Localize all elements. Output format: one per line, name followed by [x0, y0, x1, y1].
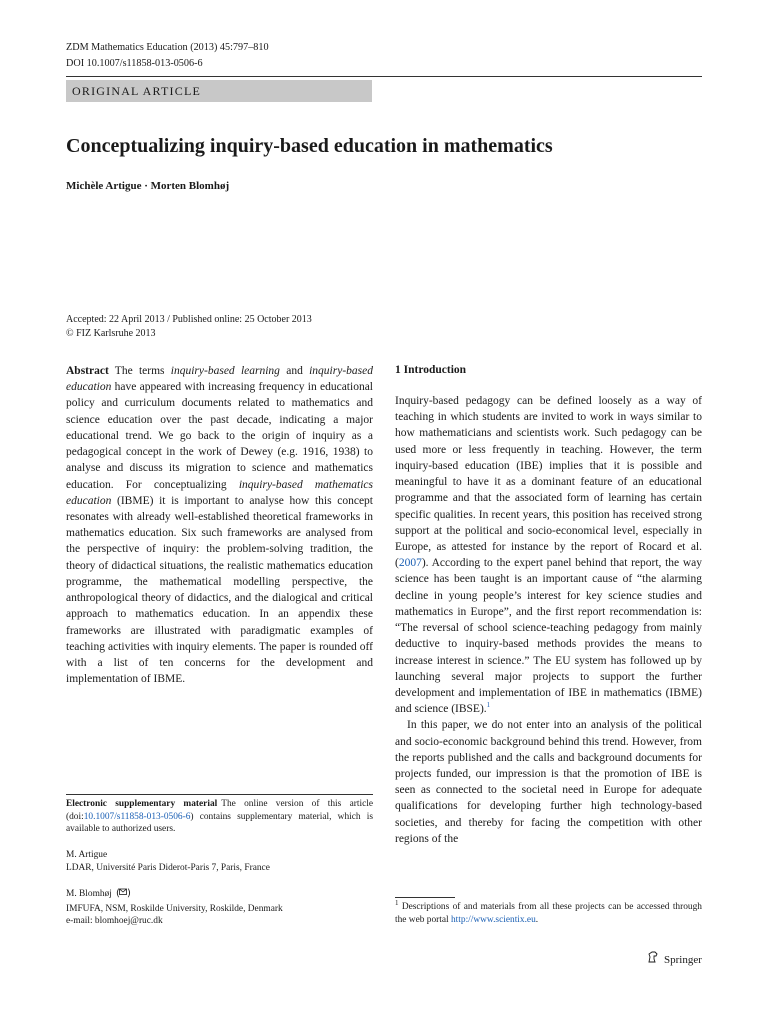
- supplementary-label: Electronic supplementary material: [66, 799, 218, 809]
- intro-p1-text-a: Inquiry-based pedagogy can be defined loosely as a way of teaching in which students are invited to work in ways similar to how mathematicians and scientists work. Such pedagogy can be used more or less frequently in teaching. However, the term inquiry-based education (IBE) implies that it is possible and meaningful to have it as a dominant feature of an educational programme and that the associated form of learning has certain specific qualities. In recent years, this position has received strong support at the political and socio-economical level, especially in Europe, as attested for instance by the report of Rocard et al. (: [395, 395, 702, 570]
- supplementary-rule: [66, 794, 373, 795]
- journal-doi: DOI 10.1007/s11858-013-0506-6: [66, 58, 203, 69]
- affiliation-artigue-name: M. Artigue: [66, 850, 108, 860]
- publisher-logo: [646, 950, 702, 970]
- abstract-text-4: (IBME) it is important to analyse how this concept resonates with already well-established theoretical frameworks in mathematics education. Six such frameworks are analysed from the perspective of inquiry: the problem-solving tradition, the theory of didactical situations, the realistic mathematics education programme, the mathematical modelling perspective, the anthropological theory of didactics, and the dialogical and critical approach to mathematics education. In an appendix these frameworks are illustrated with paradigmatic examples of teaching activities with inquiry elements. The paper is rounded off with a list of ten concerns for the development and implementation of IBME.: [66, 494, 373, 686]
- affiliation-blomhoj: [66, 887, 283, 928]
- article-title: Conceptualizing inquiry-based education in mathematics: [66, 135, 553, 157]
- abstract-term-ibl: inquiry-based learning: [170, 365, 280, 377]
- footnote-number: 1: [395, 898, 399, 907]
- abstract-text-3: have appeared with increasing frequency in educational policy and curriculum documents related to mathematics and science education over the past decade, indicating a major educational trend. We go back to the origin of inquiry as a pedagogical concept in the work of Dewey (e.g. 1916, 1938) to analyse and discuss its migration to science and mathematics education. For conceptualizing: [66, 381, 373, 491]
- abstract-term-ibme: inquiry-based mathematics education: [66, 478, 373, 507]
- affiliation-blomhoj-name: M. Blomhøj: [66, 889, 112, 899]
- header-rule: [66, 76, 702, 77]
- publisher-name: Springer: [664, 954, 702, 966]
- authors-line: Michèle Artigue · Morten Blomhøj: [66, 180, 230, 192]
- dates-accepted-published: Accepted: 22 April 2013 / Published online: 25 October 2013: [66, 314, 312, 325]
- abstract-term-ibe: inquiry-based education: [66, 365, 373, 394]
- abstract-text-2: and: [279, 365, 310, 377]
- svg-text:(: (: [116, 888, 121, 899]
- footnote-rule: [395, 897, 455, 898]
- affiliation-blomhoj-institution: IMFUFA, NSM, Roskilde University, Roskilde, Denmark: [66, 903, 283, 914]
- supplementary-text-1: The online version of this article (doi:: [66, 799, 373, 822]
- envelope-icon[interactable]: [116, 887, 130, 903]
- intro-p1-text-b: ). According to the expert panel behind that report, the way science has been taught is an important cause of “the alarming decline in young people’s interest for key science studies and mathematics in Europe”, and the first report recommendation is: “The reversal of school science-teaching pedagogy from mainly deductive to inquiry-based methods provides the means to increase interest in science.” The EU system has followed up by launching several major projects to support the further development and implementation of IBE in mathematics (IBME) and science (IBSE).: [395, 557, 702, 716]
- abstract-text-1: The terms: [114, 365, 171, 377]
- supplementary-doi-link[interactable]: 10.1007/s11858-013-0506-6: [83, 811, 191, 822]
- abstract-label: Abstract: [66, 365, 109, 377]
- footnote-ref-1[interactable]: 1: [486, 701, 491, 710]
- footnote-end: .: [535, 914, 539, 925]
- copyright-line: © FIZ Karlsruhe 2013: [66, 328, 156, 339]
- footnote-text: Descriptions of and materials from all these projects can be accessed through the web portal: [395, 902, 702, 925]
- springer-horse-icon: [646, 950, 660, 970]
- scientix-link[interactable]: http://www.scientix.eu: [450, 914, 536, 925]
- introduction-body: [395, 393, 702, 847]
- supplementary-text-2: ) contains supplementary material, which is available to authorized users.: [66, 811, 373, 834]
- intro-paragraph-2: In this paper, we do not enter into an analysis of the political and socio-economic background behind this trend. However, from the reports published and the calls and background documents for projects funded, our impression is that the promotion of IBE is seen as connected to the societal need in Europe for adequate qualifications for developing further high technology-based societies, and thereby for facing the competition with other regions of the: [395, 719, 702, 845]
- svg-text:): ): [127, 888, 132, 899]
- supplementary-material-note: [66, 798, 373, 836]
- publication-dates: [66, 313, 312, 341]
- rocard-citation-link[interactable]: 2007: [398, 557, 422, 570]
- footnote-1: [395, 898, 702, 926]
- article-type-banner: ORIGINAL ARTICLE: [66, 80, 372, 102]
- affiliation-artigue-institution: LDAR, Université Paris Diderot-Paris 7, Paris, France: [66, 862, 270, 873]
- journal-citation: ZDM Mathematics Education (2013) 45:797–810: [66, 42, 269, 53]
- intro-paragraph-1: [395, 393, 702, 717]
- abstract: [66, 363, 373, 687]
- section-heading-introduction: 1 Introduction: [395, 364, 467, 376]
- affiliation-blomhoj-email[interactable]: e-mail: blomhoej@ruc.dk: [66, 916, 163, 926]
- affiliation-artigue: [66, 849, 270, 874]
- journal-header: [66, 40, 269, 72]
